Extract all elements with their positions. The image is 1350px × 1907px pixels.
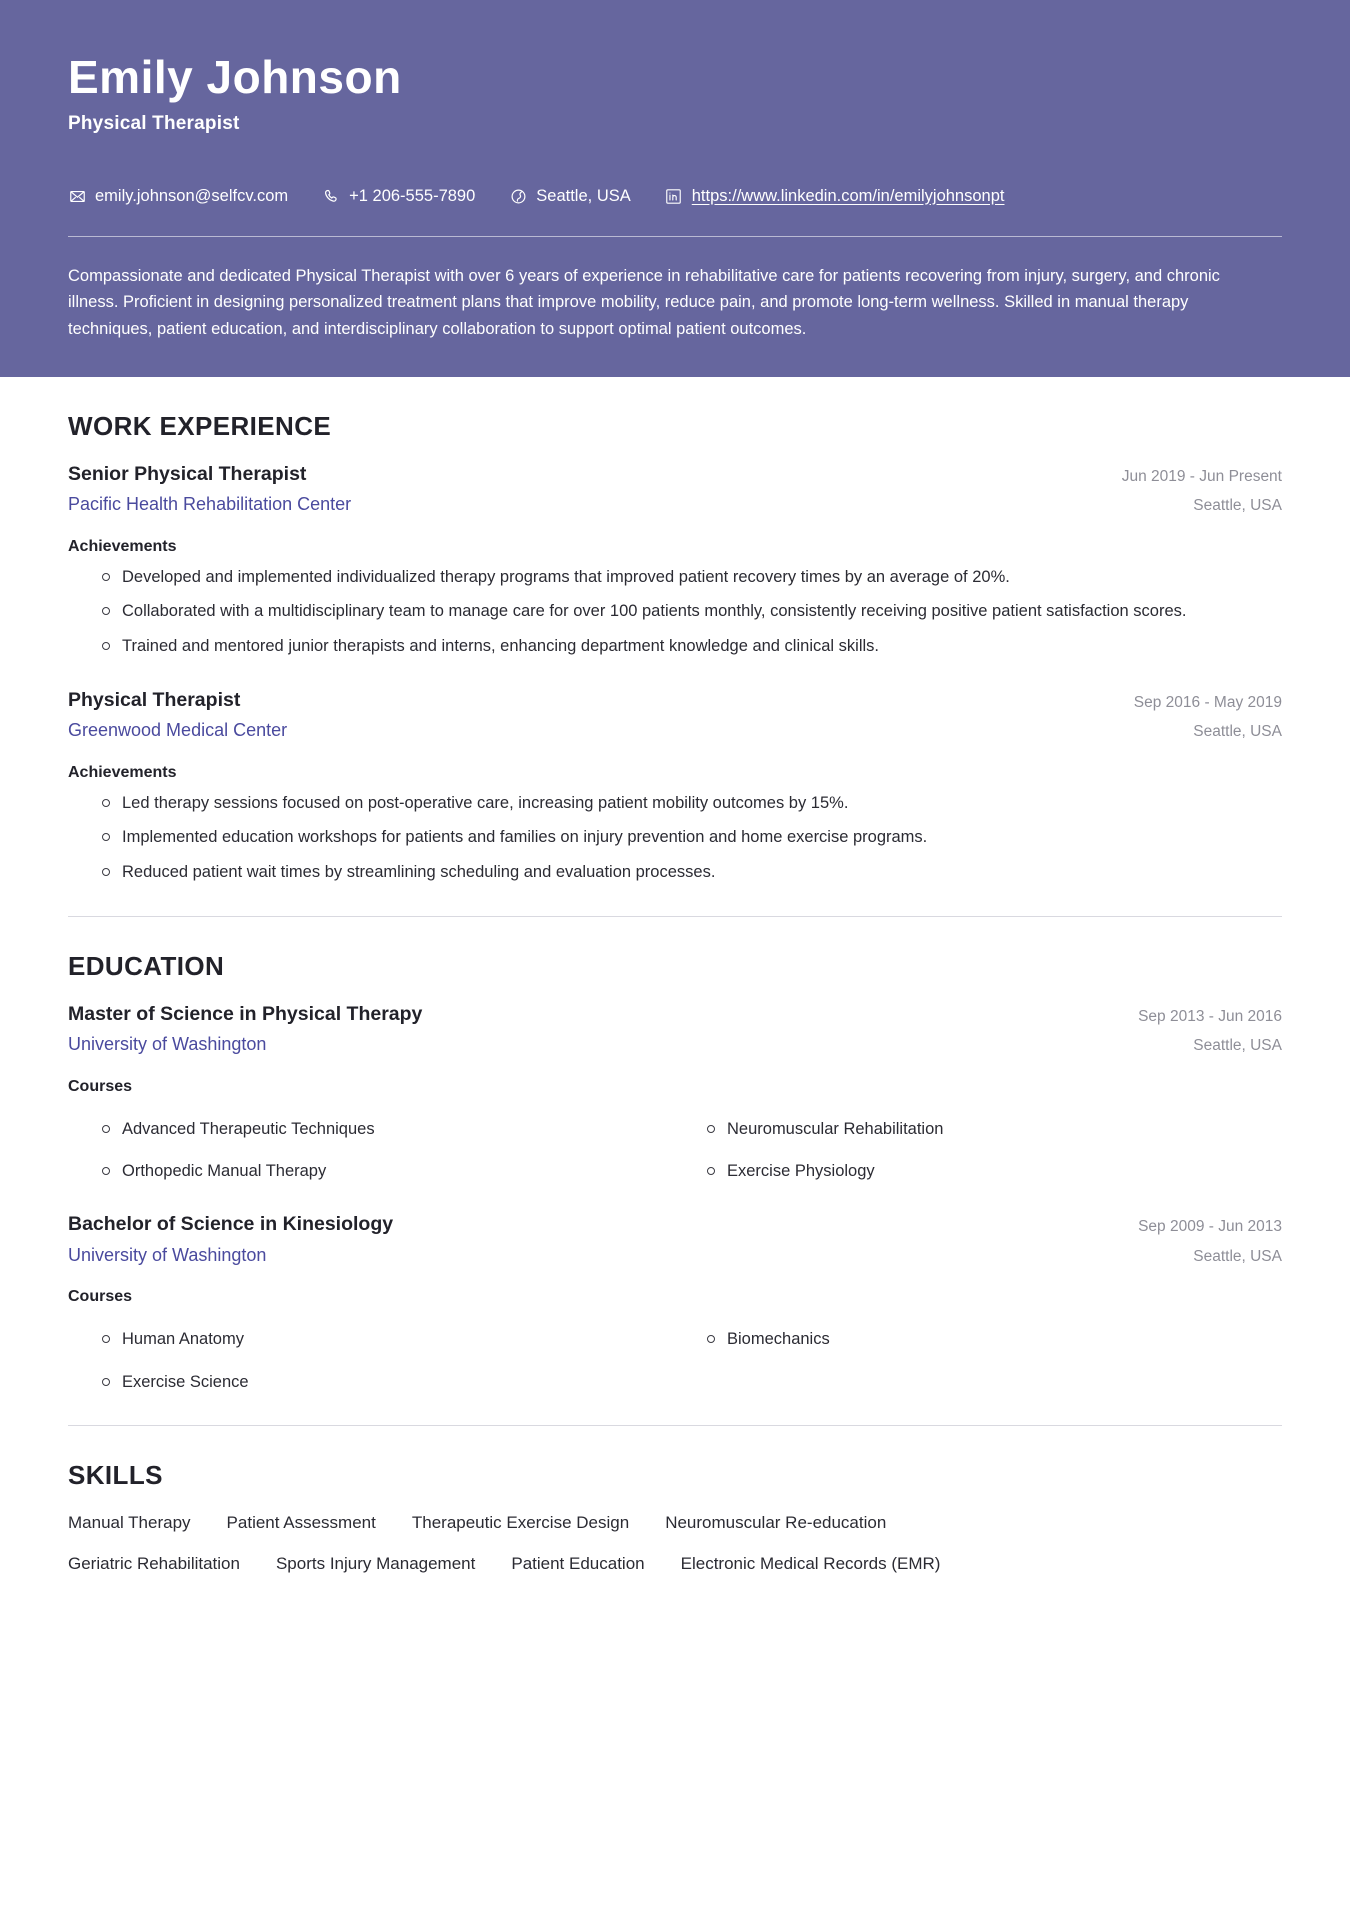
- phone-icon: [322, 187, 340, 205]
- skills-row: [68, 1509, 1282, 1536]
- entry-date-range: Jun 2019 - Jun Present: [1121, 467, 1282, 485]
- skill-item: Manual Therapy: [68, 1513, 191, 1533]
- entry-date-range: Sep 2013 - Jun 2016: [1138, 1007, 1282, 1025]
- bottom-spacer: [68, 1591, 1282, 1651]
- job-role-title: Physical Therapist: [68, 688, 241, 711]
- skill-item: Therapeutic Exercise Design: [411, 1513, 630, 1533]
- contact-row: [68, 187, 1282, 206]
- work-entry: [68, 686, 1282, 886]
- degree-title: Bachelor of Science in Kinesiology: [68, 1213, 394, 1236]
- education-entry: [68, 1000, 1282, 1185]
- section-heading-education: EDUCATION: [68, 950, 225, 981]
- entry-location: Seattle, USA: [1193, 1037, 1282, 1055]
- work-entry-list: [68, 460, 1282, 886]
- entry-sub-label: Achievements: [68, 763, 177, 781]
- entry-sub-label: Courses: [68, 1077, 133, 1095]
- education-entry-list: [68, 1000, 1282, 1395]
- contact-item-phone: [322, 187, 475, 206]
- degree-title: Master of Science in Physical Therapy: [68, 1002, 423, 1025]
- entry-meta: [1138, 1000, 1282, 1061]
- course-item: Neuromuscular Rehabilitation: [707, 1116, 1282, 1142]
- entry-primary: [68, 460, 1098, 519]
- company-name: Pacific Health Rehabilitation Center: [68, 493, 352, 514]
- linkedin-icon: [665, 187, 683, 205]
- course-item: Biomechanics: [707, 1326, 1282, 1352]
- skill-item: Electronic Medical Records (EMR): [680, 1554, 941, 1574]
- email-icon: [68, 187, 86, 205]
- entry-meta: [1138, 1210, 1282, 1271]
- work-entry: [68, 460, 1282, 660]
- contact-value[interactable]: https://www.linkedin.com/in/emilyjohnsonpt: [691, 186, 1005, 205]
- contact-item-location: [509, 187, 630, 206]
- skill-item: Patient Education: [511, 1554, 645, 1574]
- course-list: [68, 1310, 1282, 1395]
- header-divider: [68, 236, 1282, 237]
- entry-header: [68, 1000, 1282, 1061]
- entry-primary: [68, 686, 1110, 745]
- education-section: [68, 917, 1282, 1395]
- entry-primary: [68, 1210, 1114, 1269]
- skills-row: [68, 1550, 1282, 1577]
- course-item: Exercise Physiology: [707, 1158, 1282, 1184]
- section-heading-work: WORK EXPERIENCE: [68, 410, 332, 441]
- course-item: Orthopedic Manual Therapy: [102, 1158, 677, 1184]
- entry-header: [68, 686, 1282, 747]
- contact-value: Seattle, USA: [536, 186, 631, 205]
- skills-list: [68, 1509, 1282, 1577]
- entry-header: [68, 1210, 1282, 1271]
- achievement-item: Reduced patient wait times by streamlining scheduling and evaluation processes.: [102, 859, 1282, 886]
- entry-location: Seattle, USA: [1193, 1247, 1282, 1265]
- entry-location: Seattle, USA: [1193, 723, 1282, 741]
- entry-sub-label: Achievements: [68, 537, 177, 555]
- entry-date-range: Sep 2009 - Jun 2013: [1138, 1218, 1282, 1236]
- entry-date-range: Sep 2016 - May 2019: [1133, 693, 1282, 711]
- section-heading-skills: SKILLS: [68, 1460, 163, 1491]
- course-item: Advanced Therapeutic Techniques: [102, 1116, 677, 1142]
- location-icon: [509, 187, 527, 205]
- entry-primary: [68, 1000, 1114, 1059]
- contact-value: +1 206-555-7890: [349, 186, 476, 205]
- school-name: University of Washington: [68, 1033, 267, 1054]
- skill-item: Patient Assessment: [226, 1513, 376, 1533]
- company-name: Greenwood Medical Center: [68, 719, 288, 740]
- achievement-item: Led therapy sessions focused on post-operative care, increasing patient mobility outcomes by 15%.: [102, 790, 1282, 817]
- achievement-item: Developed and implemented individualized therapy programs that improved patient recovery times by an average of 20%.: [102, 564, 1282, 591]
- course-item: Human Anatomy: [102, 1326, 677, 1352]
- work-experience-section: [68, 377, 1282, 886]
- school-name: University of Washington: [68, 1244, 267, 1265]
- entry-meta: [1134, 686, 1282, 747]
- entry-location: Seattle, USA: [1193, 497, 1282, 515]
- achievement-item: Implemented education workshops for patients and families on injury prevention and home exercise programs.: [102, 824, 1282, 851]
- education-entry: [68, 1210, 1282, 1395]
- course-item: Exercise Science: [102, 1369, 677, 1395]
- page-title: Emily Johnson: [68, 51, 402, 103]
- contact-value: emily.johnson@selfcv.com: [95, 186, 289, 205]
- skills-section: [68, 1426, 1282, 1577]
- resume-header: [0, 0, 1350, 377]
- achievement-item: Trained and mentored junior therapists and interns, enhancing department knowledge and clinical skills.: [102, 633, 1282, 660]
- achievement-list: [68, 564, 1282, 660]
- entry-meta: [1122, 460, 1282, 521]
- entry-header: [68, 460, 1282, 521]
- skill-item: Neuromuscular Re-education: [665, 1513, 887, 1533]
- job-role-title: Senior Physical Therapist: [68, 462, 307, 485]
- professional-summary: Compassionate and dedicated Physical Therapist with over 6 years of experience in rehabilitative care for patients recovering from injury, surgery, and chronic illness. Proficient in designing personalized treatment plans that improve mobility, reduce pain, and promote long-term wellness. Skilled in manual therapy techniques, patient education, and interdisciplinary collaboration to support optimal patient outcomes.: [68, 266, 1220, 338]
- contact-item-linkedin[interactable]: [665, 187, 1005, 206]
- entry-sub-label: Courses: [68, 1288, 133, 1306]
- skill-item: Sports Injury Management: [275, 1554, 476, 1574]
- contact-item-email: [68, 187, 288, 206]
- skill-item: Geriatric Rehabilitation: [68, 1554, 240, 1574]
- header-job-title: Physical Therapist: [68, 112, 240, 134]
- course-list: [68, 1100, 1282, 1185]
- achievement-list: [68, 790, 1282, 886]
- achievement-item: Collaborated with a multidisciplinary team to manage care for over 100 patients monthly, consistently receiving positive patient satisfaction scores.: [102, 598, 1282, 625]
